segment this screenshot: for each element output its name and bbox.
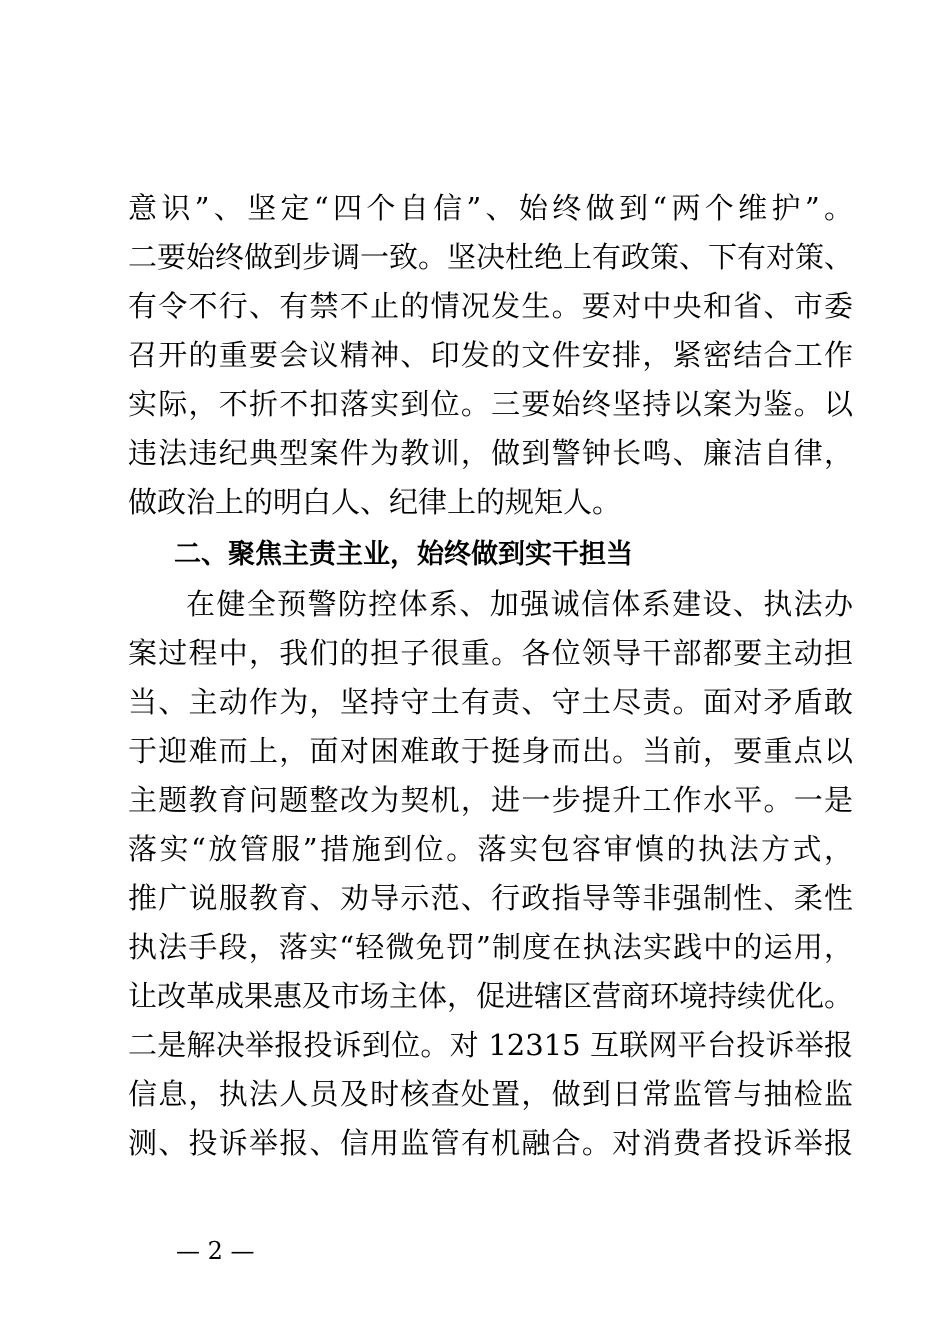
text-line: 测、投诉举报、信用监管有机融合。对消费者投诉举报: [128, 1126, 853, 1160]
text-line: 在健全预警防控体系、加强诚信体系建设、执法办: [186, 587, 853, 621]
text-line: 让改革成果惠及市场主体，促进辖区营商环境持续优化。: [128, 979, 854, 1013]
text-line: 二要始终做到步调一致。坚决杜绝上有政策、下有对策、: [128, 240, 854, 274]
text-line: 有令不行、有禁不止的情况发生。要对中央和省、市委: [128, 289, 853, 323]
text-line: 违法违纪典型案件为教训，做到警钟长鸣、廉洁自律，: [128, 436, 853, 470]
text-line: 落实“放管服”措施到位。落实包容审慎的执法方式，: [128, 832, 853, 866]
text-line: 做政治上的明白人、纪律上的规矩人。: [128, 485, 622, 519]
text-line: 信息，执法人员及时核查处置，做到日常监管与抽检监: [128, 1077, 853, 1111]
text-line: 召开的重要会议精神、印发的文件安排，紧密结合工作: [128, 338, 853, 372]
text-line: 执法手段，落实“轻微免罚”制度在执法实践中的运用，: [128, 930, 853, 964]
text-line: 于迎难而上，面对困难敢于挺身而出。当前，要重点以: [128, 734, 853, 768]
section-heading: 二、聚焦主责主业，始终做到实干担当: [174, 539, 633, 570]
text-line: 意识”、坚定“四个自信”、始终做到“两个维护”。: [128, 191, 853, 225]
text-line: 推广说服教育、劝导示范、行政指导等非强制性、柔性: [128, 881, 853, 915]
text-line: 案过程中，我们的担子很重。各位领导干部都要主动担: [128, 636, 853, 670]
page-number: — 2 —: [176, 1237, 255, 1265]
text-line: 实际，不折不扣落实到位。三要始终坚持以案为鉴。以: [128, 387, 853, 421]
text-line: 当、主动作为，坚持守土有责、守土尽责。面对矛盾敢: [128, 685, 853, 719]
text-line: 二是解决举报投诉到位。对 12315 互联网平台投诉举报: [128, 1028, 853, 1062]
text-line: 主题教育问题整改为契机，进一步提升工作水平。一是: [128, 783, 853, 817]
